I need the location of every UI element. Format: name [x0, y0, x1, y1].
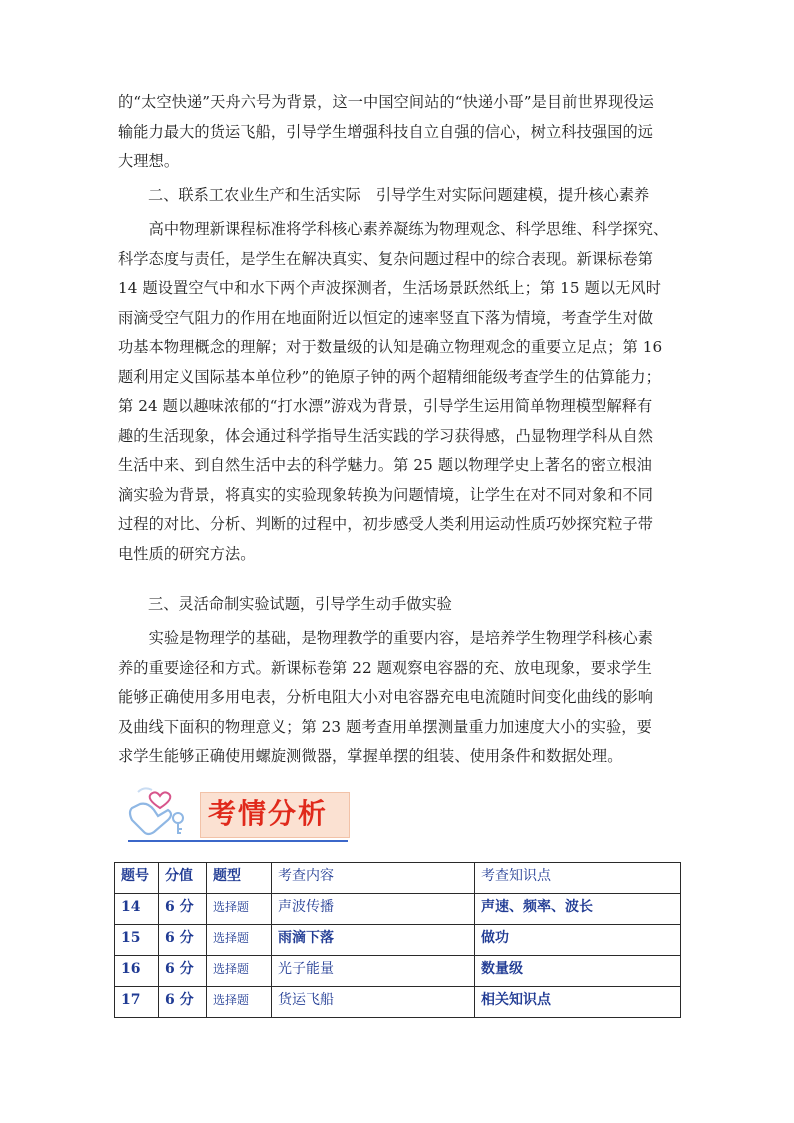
header-cell: 考查内容 [272, 863, 475, 894]
text-line: 电性质的研究方法。 [118, 544, 256, 563]
table-cell: 17 [115, 987, 159, 1018]
text-line: 第 24 题以趣味浓郁的“打水漂”游戏为背景，引导学生运用简单物理模型解释有 [118, 397, 653, 415]
table-cell: 做功 [475, 925, 681, 956]
table-cell: 数量级 [475, 956, 681, 987]
text-line: 输能力最大的货运飞船，引导学生增强科技自立自强的信心，树立科技强国的远 [118, 122, 654, 141]
table-cell: 相关知识点 [475, 987, 681, 1018]
hand-heart-key-icon [124, 782, 196, 840]
table-cell: 光子能量 [272, 956, 475, 987]
exam-analysis-table [114, 862, 681, 1018]
table-cell: 14 [115, 894, 159, 925]
table-row [115, 987, 681, 1018]
table-cell: 声速、频率、波长 [475, 894, 681, 925]
text-line: 及曲线下面积的物理意义；第 23 题考查用单摆测量重力加速度大小的实验，要 [118, 717, 652, 736]
header-cell: 题型 [207, 863, 272, 894]
header-cell: 考查知识点 [475, 863, 681, 894]
table-row [115, 925, 681, 956]
text-line: 题利用定义国际基本单位秒”的铯原子钟的两个超精细能级考查学生的估算能力； [118, 367, 661, 386]
banner-title: 考情分析 [208, 797, 329, 830]
table-cell: 雨滴下落 [272, 925, 475, 956]
table-cell: 15 [115, 925, 159, 956]
text-line: 生活中来、到自然生活中去的科学魅力。第 25 题以物理学史上著名的密立根油 [118, 456, 652, 474]
intro-paragraph [118, 88, 678, 177]
table-cell: 选择题 [207, 894, 272, 925]
text-line: 养的重要途径和方式。新课标卷第 22 题观察电容器的充、放电现象，要求学生 [118, 658, 652, 677]
section-heading-3: 三、灵活命制实验试题，引导学生动手做实验 [148, 595, 452, 613]
text-line: 14 题设置空气中和水下两个声波探测者，生活场景跃然纸上；第 15 题以无风时 [118, 279, 662, 297]
text-line: 雨滴受空气阻力的作用在地面附近以恒定的速率竖直下落为情境，考查学生对做 [118, 308, 654, 327]
exam-analysis-banner [118, 782, 358, 846]
table-cell: 16 [115, 956, 159, 987]
text-line: 功基本物理概念的理解；对于数量级的认知是确立物理观念的重要立足点；第 16 [118, 338, 663, 356]
text-line: 实验是物理学的基础，是物理教学的重要内容，是培养学生物理学科核心素 [118, 629, 654, 647]
text-line: 大理想。 [118, 152, 180, 170]
table-row [115, 894, 681, 925]
table-cell: 选择题 [207, 956, 272, 987]
section-2-paragraph [118, 215, 678, 569]
table-cell: 货运飞船 [272, 987, 475, 1018]
text-line: 过程的对比、分析、判断的过程中，初步感受人类利用运动性质巧妙探究粒子带 [118, 515, 654, 533]
header-cell: 题号 [115, 863, 159, 894]
text-line: 趣的生活现象，体会通过科学指导生活实践的学习获得感，凸显物理学科从自然 [118, 426, 654, 445]
banner-underline [128, 840, 348, 842]
table-cell: 6 分 [159, 925, 207, 956]
table-cell: 声波传播 [272, 894, 475, 925]
text-line: 高中物理新课程标准将学科核心素养凝练为物理观念、科学思维、科学探究、 [118, 220, 669, 238]
table-cell: 6 分 [159, 987, 207, 1018]
table-cell: 6 分 [159, 894, 207, 925]
header-cell: 分值 [159, 863, 207, 894]
table-header-row [115, 863, 681, 894]
text-line: 的“太空快递”天舟六号为背景，这一中国空间站的“快递小哥”是目前世界现役运 [118, 93, 654, 111]
text-line: 滴实验为背景，将真实的实验现象转换为问题情境，让学生在对不同对象和不同 [118, 485, 654, 504]
text-line: 能够正确使用多用电表，分析电阻大小对电容器充电电流随时间变化曲线的影响 [118, 688, 654, 706]
section-3-paragraph [118, 624, 678, 772]
table-cell: 选择题 [207, 987, 272, 1018]
table-cell: 选择题 [207, 925, 272, 956]
text-line: 求学生能够正确使用螺旋测微器，掌握单摆的组装、使用条件和数据处理。 [118, 747, 623, 765]
text-line: 科学态度与责任，是学生在解决真实、复杂问题过程中的综合表现。新课标卷第 [118, 249, 654, 268]
table-row [115, 956, 681, 987]
section-heading-2: 二、联系工农业生产和生活实际 引导学生对实际问题建模，提升核心素养 [148, 186, 650, 204]
table-cell: 6 分 [159, 956, 207, 987]
